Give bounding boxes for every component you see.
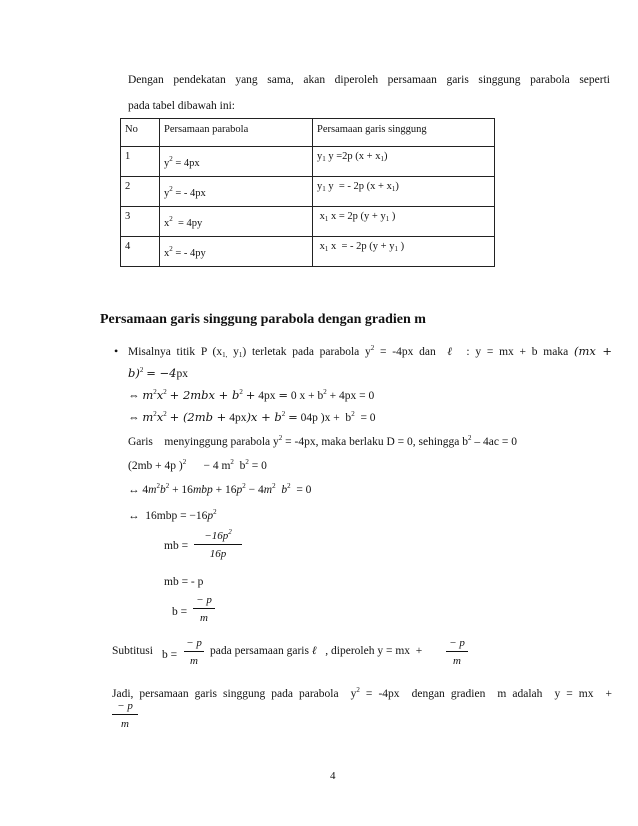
mb-label: mb =	[164, 540, 189, 552]
mb-fraction-den: 16p	[209, 548, 227, 560]
mb-result: mb = - p	[164, 576, 204, 588]
subst-fraction-2	[446, 637, 468, 667]
header-tangent: Persamaan garis singgung	[313, 119, 495, 147]
mb-fraction-num: $-16p^2$	[194, 528, 242, 545]
subst-fraction-den: m	[190, 655, 198, 667]
section-heading: Persamaan garis singgung parabola dengan gradien m	[100, 312, 426, 327]
subst-mid: pada persamaan garis ℓ , diperoleh y = mx +	[210, 645, 423, 657]
b-fraction-den: m	[200, 612, 208, 624]
conclusion: Jadi, persamaan garis singgung pada parabola $y^2 = -4px$ dengan gradien m adalah y = mx +	[112, 686, 612, 700]
bullet-text: Misalnya titik P ($x_{1,}$ $y_1$) terletak pada parabola $y^2 = -4px$ dan ℓ : y = mx + b maka (mx +	[128, 344, 613, 359]
row-no: 2	[121, 177, 160, 207]
subst-b: b =	[162, 649, 178, 661]
step-3: (2mb + 4p )$^2$ − 4 $m^2$ $b^2 = 0$	[128, 458, 267, 472]
conclusion-fraction	[112, 700, 138, 730]
header-parabola: Persamaan parabola	[160, 119, 313, 147]
page-number: 4	[330, 770, 336, 782]
intro-line-1: Dengan pendekatan yang sama, akan diperoleh persamaan garis singgung parabola seperti	[128, 74, 610, 86]
subst-fraction-num: − p	[184, 637, 204, 652]
step-2: ⇔ $m^2x^2 + (2mb + 4px)x + b^2 = 04p$ )$x + b^2 = 0$	[128, 410, 376, 424]
step-1: ⇔ $m^2x^2 + 2mbx + b^2 + 4px = 0$ $x + b^2 + 4px = 0$	[128, 388, 375, 402]
subst-fraction-2-num: − p	[446, 637, 468, 652]
bullet-cont: b)$^2$ = −4px	[128, 366, 188, 380]
subst-fraction	[184, 637, 204, 667]
garis-line: Garis menyinggung parabola $y^2 = -4px$, maka berlaku D = 0, sehingga $b^2 - 4ac = 0$	[128, 434, 517, 448]
row-tangent: $y_1$ y =2p $(x + x_1)$	[313, 147, 495, 177]
conclusion-fraction-den: m	[121, 718, 129, 730]
step-4: ↔ $4m^2b^2 + 16mbp + 16p^2 - 4m^2$ $b^2 = 0$	[128, 482, 312, 496]
row-parabola: $y^2 = 4px$	[160, 147, 313, 177]
row-parabola: $x^2 = 4py$	[160, 207, 313, 237]
mb-fraction	[194, 528, 242, 560]
row-tangent: $x_1$ x = 2p ($y + y_1$ )	[313, 207, 495, 237]
row-no: 4	[121, 237, 160, 267]
parabola-table	[120, 118, 495, 267]
header-no: No	[121, 119, 160, 147]
bullet-icon: •	[114, 344, 119, 358]
row-tangent: $y_1$ y = - 2p $(x + x_1)$	[313, 177, 495, 207]
row-no: 3	[121, 207, 160, 237]
row-no: 1	[121, 147, 160, 177]
step-5: ↔ $16mbp = -16p^2$	[128, 508, 217, 522]
table-row	[121, 177, 495, 207]
b-label: b =	[172, 606, 188, 618]
row-parabola: $y^2$ = - 4px	[160, 177, 313, 207]
subst-fraction-2-den: m	[453, 655, 461, 667]
conclusion-fraction-num: − p	[112, 700, 138, 715]
subst-label: Subtitusi	[112, 645, 153, 657]
b-fraction	[193, 594, 215, 624]
table-row	[121, 237, 495, 267]
table-header-row	[121, 119, 495, 147]
row-tangent: $x_1$ x = - 2p ($y + y_1$ )	[313, 237, 495, 267]
intro-line-2: pada tabel dibawah ini:	[128, 100, 235, 112]
row-parabola: $x^2$ = - 4py	[160, 237, 313, 267]
b-fraction-num: − p	[193, 594, 215, 609]
table-row	[121, 207, 495, 237]
table-row	[121, 147, 495, 177]
